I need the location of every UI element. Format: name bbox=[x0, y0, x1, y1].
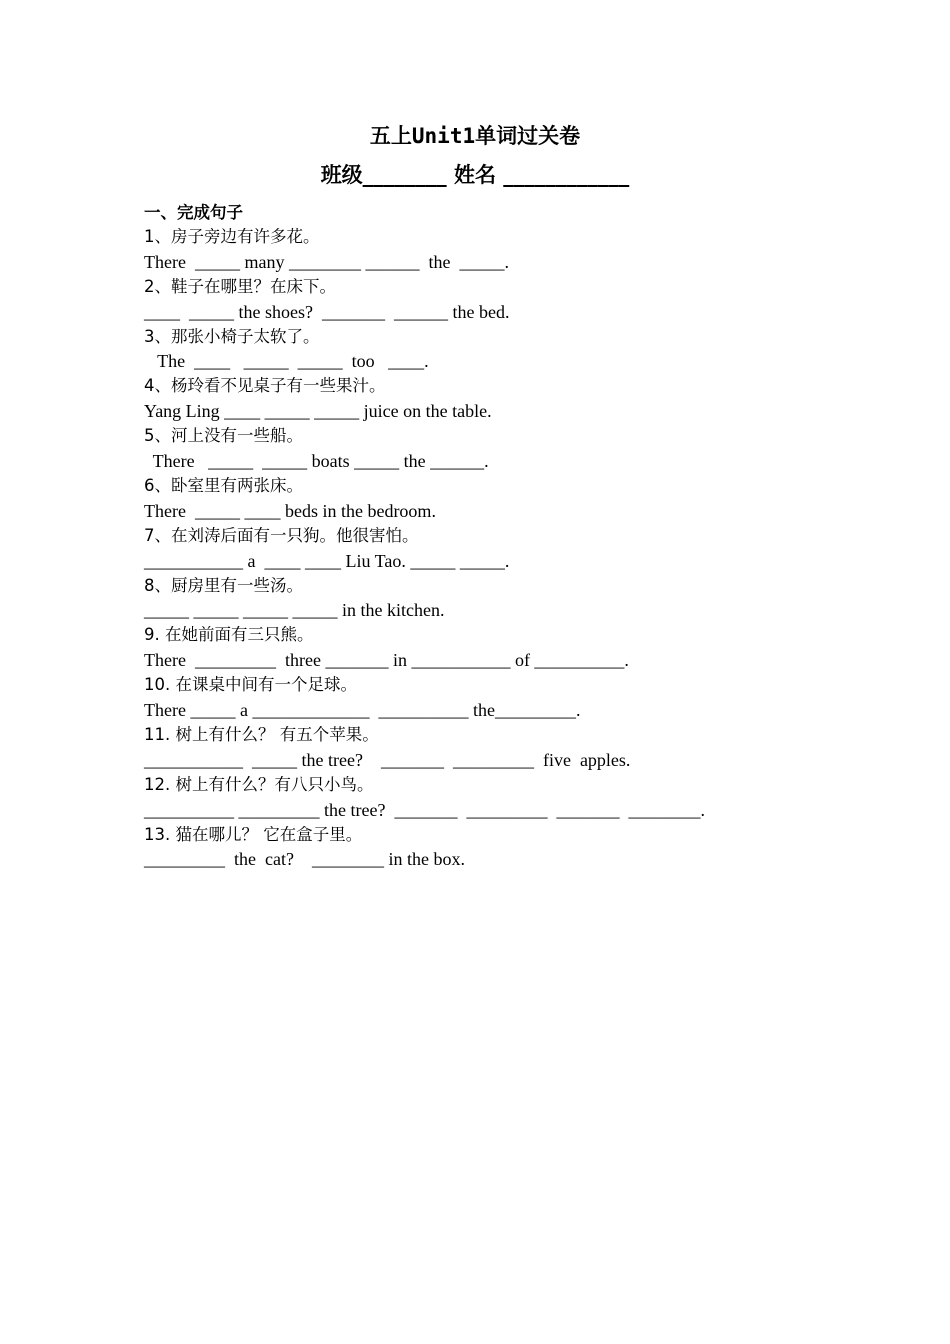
question-item bbox=[144, 574, 844, 624]
answer-line: Yang Ling ____ _____ _____ juice on the table. bbox=[144, 401, 492, 422]
answer-line: _________ the cat? ________ in the box. bbox=[144, 849, 465, 870]
question-prompt: 2、鞋子在哪里？在床下。 bbox=[144, 276, 336, 296]
question-item bbox=[144, 524, 844, 574]
answer-line: _____ _____ _____ _____ in the kitchen. bbox=[144, 600, 445, 621]
question-item bbox=[144, 623, 844, 673]
question-prompt: 6、卧室里有两张床。 bbox=[144, 475, 303, 495]
question-prompt: 8、厨房里有一些汤。 bbox=[144, 575, 303, 595]
question-prompt: 1、房子旁边有许多花。 bbox=[144, 227, 320, 246]
answer-line: There _____ many ________ ______ the _____. bbox=[144, 251, 509, 272]
question-item bbox=[144, 325, 844, 375]
answer-line: The ____ _____ _____ too ____. bbox=[144, 351, 429, 372]
class-name-line: 班级________ 姓名 ____________ bbox=[320, 163, 630, 187]
question-item bbox=[144, 424, 844, 474]
section-heading: 一、完成句子 bbox=[144, 203, 243, 222]
question-prompt: 12. 树上有什么？有八只小鸟。 bbox=[144, 774, 374, 794]
question-prompt: 10. 在课桌中间有一个足球。 bbox=[144, 675, 357, 695]
question-item bbox=[144, 275, 844, 325]
question-item bbox=[144, 474, 844, 524]
answer-line: There _________ three _______ in ___________ of __________. bbox=[144, 650, 629, 671]
answer-line: There _____ ____ beds in the bedroom. bbox=[144, 500, 436, 521]
answer-line: There _____ a _____________ __________ the_________. bbox=[144, 699, 581, 720]
question-prompt: 7、在刘涛后面有一只狗。他很害怕。 bbox=[144, 525, 419, 545]
question-prompt: 3、那张小椅子太软了。 bbox=[144, 326, 320, 346]
question-prompt: 13. 猫在哪儿？ 它在盒子里。 bbox=[144, 824, 363, 844]
answer-line: There _____ _____ boats _____ the ______. bbox=[144, 450, 489, 471]
question-item bbox=[144, 225, 844, 275]
answer-line: ____ _____ the shoes? _______ ______ the bed. bbox=[144, 301, 510, 322]
question-item bbox=[144, 673, 844, 723]
question-prompt: 5、河上没有一些船。 bbox=[144, 426, 303, 446]
section-complete-sentences bbox=[144, 200, 844, 872]
answer-line: ___________ _____ the tree? _______ _________ five apples. bbox=[144, 749, 631, 770]
question-item bbox=[144, 374, 844, 424]
question-item bbox=[144, 773, 844, 823]
question-item bbox=[144, 723, 844, 773]
question-prompt: 11. 树上有什么？ 有五个苹果。 bbox=[144, 724, 379, 744]
answer-line: __________ _________ the tree? _______ _________ _______ ________. bbox=[144, 799, 705, 820]
question-item bbox=[144, 823, 844, 873]
question-prompt: 9. 在她前面有三只熊。 bbox=[144, 625, 314, 645]
page-title: 五上Unit1单词过关卷 bbox=[369, 124, 581, 148]
question-prompt: 4、杨玲看不见桌子有一些果汁。 bbox=[144, 376, 386, 396]
answer-line: ___________ a ____ ____ Liu Tao. _____ _____. bbox=[144, 550, 510, 571]
